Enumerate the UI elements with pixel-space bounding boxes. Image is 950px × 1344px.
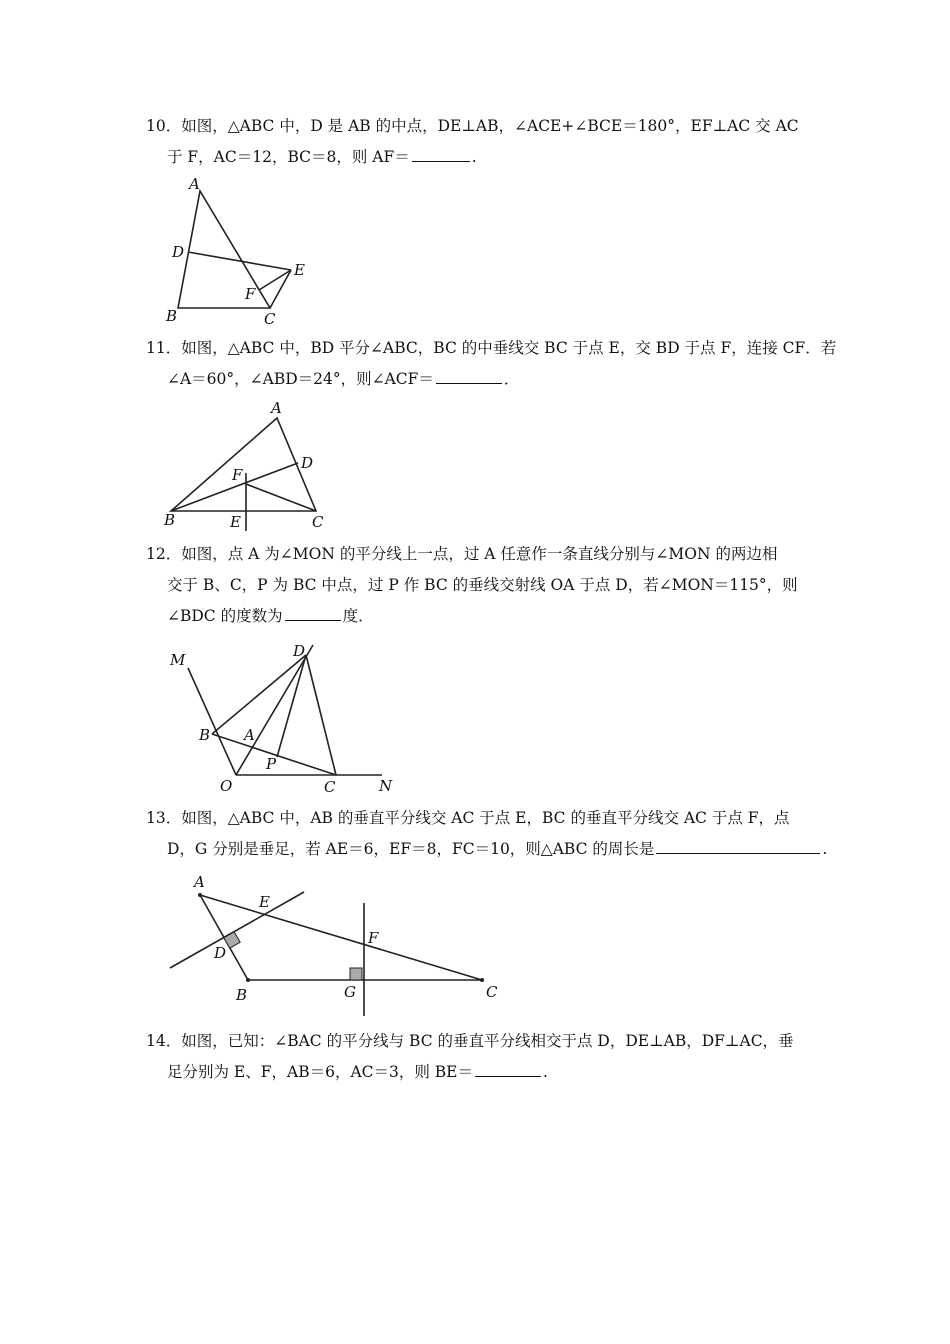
question-tail: ．: [503, 370, 520, 388]
answer-blank[interactable]: [436, 367, 502, 384]
label-a: A: [271, 399, 282, 417]
question-tail: .: [543, 1063, 548, 1081]
question-text-line: 如图，点 A 为∠MON 的平分线上一点，过 A 任意作一条直线分别与∠MON 的两边相: [181, 545, 778, 563]
label-d: D: [293, 642, 306, 660]
label-d: D: [301, 454, 314, 472]
label-f: F: [245, 285, 256, 303]
right-angle-mark-d: [224, 932, 240, 948]
question-number: 11．: [146, 339, 182, 357]
label-e: E: [230, 513, 241, 531]
question-text-line: 如图，已知：∠BAC 的平分线与 BC 的垂直平分线相交于点 D，DE⊥AB，DF⊥AC，垂: [181, 1032, 794, 1050]
segment-bd: [212, 655, 306, 734]
label-b: B: [164, 511, 176, 529]
question-12: [146, 539, 810, 632]
figure-question-11: [160, 398, 360, 538]
perpendicular-bisector-ab: [170, 892, 304, 968]
question-tail: .: [471, 148, 477, 166]
answer-blank[interactable]: [475, 1060, 541, 1077]
label-c: C: [324, 778, 336, 796]
question-text-line: 如图，△ABC 中，AB 的垂直平分线交 AC 于点 E，BC 的垂直平分线交 AC 于点 F，点: [181, 809, 790, 827]
question-text-line: D，G 分别是垂足，若 AE＝6，EF＝8，FC＝10，则△ABC 的周长是: [167, 840, 655, 858]
point-c: [480, 978, 484, 982]
ray-om: [188, 668, 236, 775]
question-10: [146, 111, 810, 173]
question-text-line: 如图，△ABC 中，D 是 AB 的中点，DE⊥AB，∠ACE+∠BCE＝180°，EF⊥AC 交 AC: [181, 117, 799, 135]
question-number: 12．: [146, 545, 182, 563]
figure-question-10: [160, 175, 360, 335]
question-13: [146, 803, 828, 865]
question-number: 13．: [146, 809, 182, 827]
figure-question-12: [160, 640, 400, 800]
label-e: E: [259, 893, 270, 911]
answer-blank[interactable]: [285, 604, 341, 621]
question-tail: .: [822, 840, 828, 858]
answer-blank[interactable]: [412, 145, 470, 162]
right-angle-mark-g: [350, 968, 362, 980]
triangle-abc: [178, 191, 270, 308]
segment-dc: [306, 655, 336, 775]
label-a: A: [189, 175, 200, 193]
label-b: B: [199, 726, 211, 744]
label-e: E: [294, 261, 305, 279]
question-text-line: 交于 B、C，P 为 BC 中点，过 P 作 BC 的垂线交射线 OA 于点 D，若∠MON＝115°，则: [167, 576, 798, 594]
answer-blank[interactable]: [656, 837, 820, 854]
question-text-line: 如图，△ABC 中，BD 平分∠ABC，BC 的中垂线交 BC 于点 E，交 BD 于点 F，连接 CF．若: [181, 339, 837, 357]
question-text-line: 足分别为 E、F，AB＝6，AC＝3，则 BE＝: [167, 1063, 473, 1081]
label-a: A: [244, 726, 255, 744]
label-f: F: [232, 466, 243, 484]
label-m: M: [170, 651, 186, 669]
segment-cf: [246, 484, 316, 511]
question-11: [146, 333, 837, 395]
label-a: A: [194, 873, 205, 891]
label-f: F: [368, 929, 379, 947]
question-text-line: 于 F，AC＝12，BC＝8，则 AF＝: [167, 148, 410, 166]
question-number: 10．: [146, 117, 182, 135]
question-text-line: ∠A＝60°，∠ABD＝24°，则∠ACF＝: [167, 370, 434, 388]
label-c: C: [486, 983, 498, 1001]
question-text-line: ∠BDC 的度数为: [167, 607, 283, 625]
label-c: C: [264, 310, 276, 328]
segment-dp: [277, 655, 306, 757]
point-a: [198, 893, 202, 897]
label-n: N: [379, 777, 393, 795]
label-o: O: [220, 777, 233, 795]
question-14: [146, 1026, 810, 1088]
label-g: G: [344, 983, 356, 1001]
label-b: B: [166, 307, 178, 325]
segment-de: [188, 252, 291, 270]
point-b: [246, 978, 250, 982]
label-p: P: [266, 755, 277, 773]
label-d: D: [214, 944, 227, 962]
question-number: 14．: [146, 1032, 182, 1050]
label-d: D: [172, 243, 185, 261]
question-tail: 度．: [342, 607, 374, 625]
label-b: B: [236, 986, 248, 1004]
segment-ac: [200, 895, 482, 980]
label-c: C: [312, 513, 324, 531]
figure-question-13: [160, 870, 510, 1020]
